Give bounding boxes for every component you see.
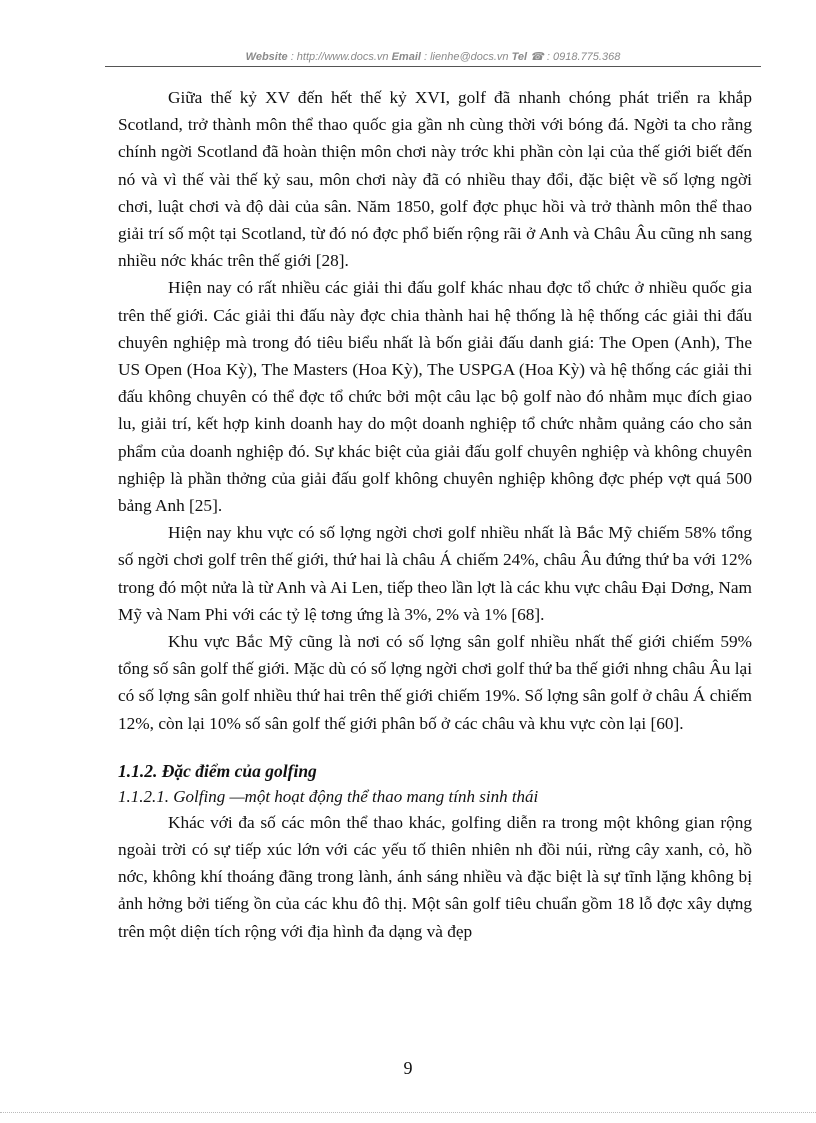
paragraph-3: Hiện nay khu vực có số lợng ngời chơi golf nhiều nhất là Bắc Mỹ chiếm 58% tổng số ngời chơi golf trên thế giới, thứ hai là châu Á chiếm 24%, châu Âu đứng thứ ba với 12% trong đó một nửa là từ Anh và Ai Len, tiếp theo lần lợt là các khu vực châu Đại Dơng, Nam Mỹ và Nam Phi với các tỷ lệ tơng ứng là 3%, 2% và 1% [68].	[118, 523, 752, 624]
paragraph-4: Khu vực Bắc Mỹ cũng là nơi có số lợng sân golf nhiều nhất thế giới chiếm 59% tổng số sân golf thế giới. Mặc dù có số lợng ngời chơi golf thứ ba thế giới nhng châu Âu lại có số lợng sân golf nhiều thứ hai trên thế giới chiếm 19%. Số lợng sân golf ở châu Á chiếm 12%, còn lại 10% số sân golf thế giới phân bố ở các châu và khu vực còn lại [60].	[118, 632, 752, 733]
page-header	[105, 50, 761, 63]
subsection-heading: 1.1.2.1. Golfing —một hoạt động thể thao mang tính sinh thái	[118, 786, 539, 806]
paragraph-5: Khác với đa số các môn thể thao khác, golfing diễn ra trong một không gian rộng ngoài trời có sự tiếp xúc lớn với các yếu tố thiên nhiên nh đồi núi, rừng cây xanh, cỏ, hồ nớc, không khí thoáng đãng trong lành, ánh sáng nhiều và đặc biệt là sự tĩnh lặng không bị ảnh hởng bởi tiếng ồn của các khu đô thị. Một sân golf tiêu chuẩn gồm 18 lỗ đợc xây dựng trên một diện tích rộng với địa hình đa dạng và đẹp	[118, 812, 752, 941]
page-bottom-rule	[0, 1112, 816, 1113]
tel-value: ☎ : 0918.775.368	[527, 51, 621, 63]
paragraph-2: Hiện nay có rất nhiều các giải thi đấu golf khác nhau đợc tổ chức ở nhiều quốc gia trên thế giới. Các giải thi đấu này đợc chia thành hai hệ thống là hệ thống các giải thi đấu chuyên nghiệp mà trong đó tiêu biểu nhất là bốn giải đấu danh giá: The Open (Anh), The US Open (Hoa Kỳ), The Masters (Hoa Kỳ), The USPGA (Hoa Kỳ) và hệ thống các giải thi đấu không chuyên có thể đợc tổ chức bởi một câu lạc bộ golf nào đó nhằm mục đích giao lu, giải trí, kết hợp kinh doanh hay do một doanh nghiệp tổ chức nhằm quảng cáo cho sản phẩm của doanh nghiệp đó. Sự khác biệt của giải đấu golf chuyên nghiệp và không chuyên nghiệp là phần thởng của giải đấu golf không chuyên nghiệp không đợc phép vợt quá 500 bảng Anh [25].	[118, 278, 752, 516]
document-body	[118, 84, 752, 945]
website-label: Website	[245, 51, 288, 63]
paragraph-1: Giữa thế kỷ XV đến hết thế kỷ XVI, golf đã nhanh chóng phát triển ra khắp Scotland, trở thành môn thể thao quốc gia gần nh cùng thời với bóng đá. Ngời ta cho rằng chính ngời Scotland đã hoàn thiện môn chơi này trớc khi phần còn lại của thế giới biết đến nó và vì thế vài thế kỷ sau, môn chơi này đã có nhiều thay đổi, đặc biệt về số lợng ngời chơi, luật chơi và độ dài của sân. Năm 1850, golf đợc phục hồi và trở thành môn thể thao giải trí số một tại Scotland, từ đó nó đợc phổ biến rộng rãi ở Anh và Châu Âu cũng nh sang nhiều nớc khác trên thế giới [28].	[118, 88, 752, 271]
email-value: : lienhe@docs.vn	[420, 51, 512, 63]
section-heading: 1.1.2. Đặc điểm của golfing	[118, 760, 317, 781]
page-number: 9	[403, 1058, 413, 1078]
header-rule	[105, 66, 761, 67]
website-value: : http://www.docs.vn	[287, 51, 392, 63]
tel-label: Tel	[511, 51, 528, 63]
email-label: Email	[391, 51, 421, 63]
